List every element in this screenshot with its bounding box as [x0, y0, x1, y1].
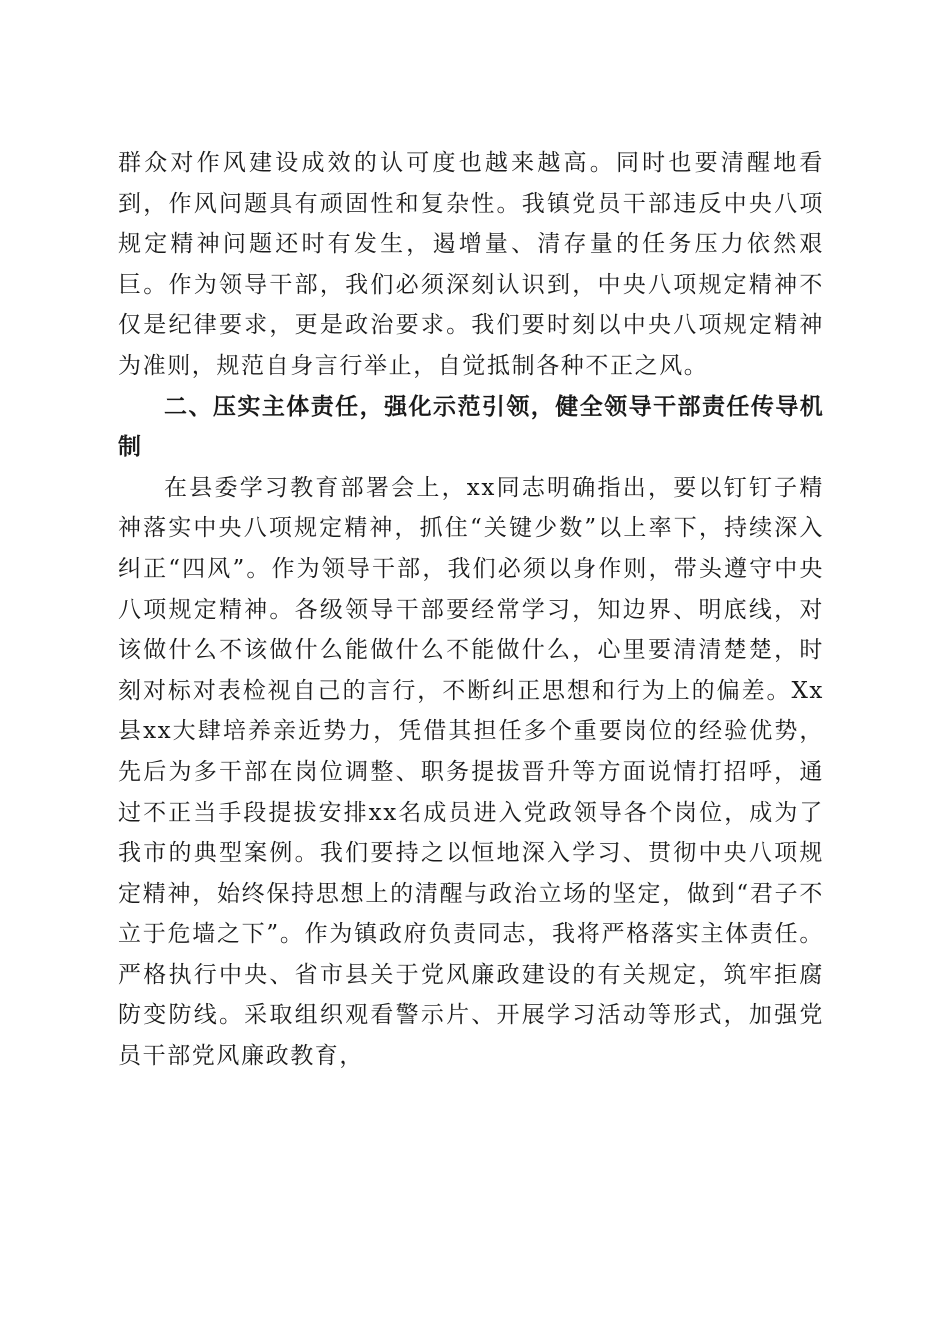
paragraph-continuation: 群众对作风建设成效的认可度也越来越高。同时也要清醒地看到，作风问题具有顽固性和复杂性。我镇党员干部违反中央八项规定精神问题还时有发生，遏增量、清存量的任务压力依然艰巨。作为领导干部，我们必须深刻认识到，中央八项规定精神不仅是纪律要求，更是政治要求。我们要时刻以中央八项规定精神为准则，规范自身言行举止，自觉抵制各种不正之风。	[118, 150, 824, 379]
section-heading: 二、压实主体责任，强化示范引领，健全领导干部责任传导机制	[118, 393, 824, 461]
paragraph-body: 在县委学习教育部署会上，xx同志明确指出，要以钉钉子精神落实中央八项规定精神，抓住“关键少数”以上率下，持续深入纠正“四风”。作为领导干部，我们必须以身作则，带头遵守中央八项规定精神。各级领导干部要经常学习，知边界、明底线，对该做什么不该做什么能做什么不能做什么，心里要清清楚楚，时刻对标对表检视自己的言行，不断纠正思想和行为上的偏差。Xx县xx大肆培养亲近势力，凭借其担任多个重要岗位的经验优势，先后为多干部在岗位调整、职务提拔晋升等方面说情打招呼，通过不正当手段提拔安排xx名成员进入党政领导各个岗位，成为了我市的典型案例。我们要持之以恒地深入学习、贯彻中央八项规定精神，始终保持思想上的清醒与政治立场的坚定，做到“君子不立于危墙之下”。作为镇政府负责同志，我将严格落实主体责任。严格执行中央、省市县关于党风廉政建设的有关规定，筑牢拒腐防变防线。采取组织观看警示片、开展学习活动等形式，加强党员干部党风廉政教育，	[118, 474, 824, 1070]
document-body	[118, 143, 824, 1077]
